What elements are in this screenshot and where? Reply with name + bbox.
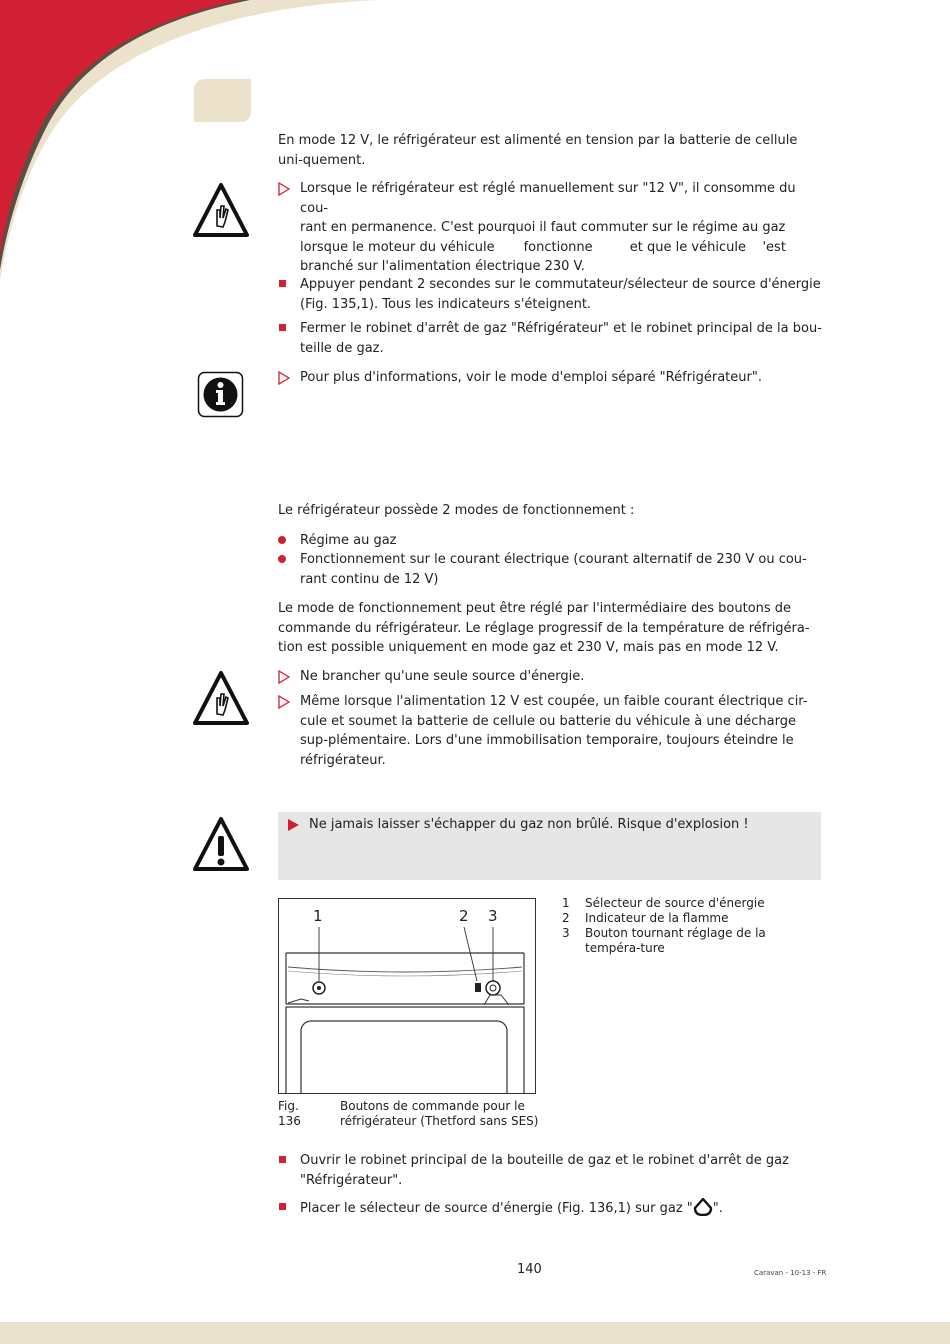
warning-text: Même lorsque l'alimentation 12 V est coupée, un faible courant électrique cir-cule et soumet la batterie de cellule ou batterie du véhicule à une décharge sup-plémentaire. Lors d'une immobilisation temporaire, toujours éteindre le réfrigérateur. <box>300 694 808 768</box>
figure-136-illustration <box>278 898 536 1094</box>
flame-icon <box>693 1198 713 1216</box>
danger-exclamation-icon <box>193 816 249 872</box>
mode-item <box>278 531 823 551</box>
warning-line-2: rant en permanence. C'est pourquoi il faut commuter sur le régime au gaz <box>300 220 786 235</box>
warning-list-item <box>278 667 823 687</box>
page-number: 140 <box>517 1262 542 1277</box>
chapter-tab <box>194 79 251 122</box>
square-bullet-icon <box>279 1203 286 1210</box>
info-icon <box>197 371 244 418</box>
callout-1: 1 <box>313 907 323 925</box>
legend-text: Bouton tournant réglage de la tempéra-ture <box>585 926 766 955</box>
warning-list-item <box>278 692 823 770</box>
warning-list-item <box>278 179 823 277</box>
danger-text: Ne jamais laisser s'échapper du gaz non brûlé. Risque d'explosion ! <box>309 817 749 832</box>
footer-band <box>0 1322 950 1344</box>
legend-text: Sélecteur de source d'énergie <box>585 896 765 910</box>
info-list-item <box>278 368 823 388</box>
square-bullet-icon <box>279 324 286 331</box>
warning-line-1: Lorsque le réfrigérateur est réglé manuellement sur "12 V", il consomme du cou- <box>300 181 796 216</box>
filled-triangle-bullet-icon <box>288 819 299 831</box>
warning-hand-icon <box>193 670 249 726</box>
warning-text: Ne brancher qu'une seule source d'énergie. <box>300 669 585 684</box>
legend-number: 2 <box>562 911 570 925</box>
step-item <box>278 1198 823 1219</box>
triangle-bullet-icon <box>278 371 290 385</box>
figure-caption-text: Boutons de commande pour le réfrigérateur (Thetford sans SES) <box>340 1099 539 1128</box>
warning-hand-icon <box>193 182 249 238</box>
legend-number: 1 <box>562 896 570 910</box>
step-text-wrap <box>300 1198 823 1219</box>
triangle-bullet-icon <box>278 695 290 709</box>
info-text: Pour plus d'informations, voir le mode d'emploi séparé "Réfrigérateur". <box>300 370 762 385</box>
step-text: Appuyer pendant 2 secondes sur le commutateur/sélecteur de source d'énergie (Fig. 135,1). Tous les indicateurs s'éteignent. <box>300 277 821 312</box>
legend-text: Indicateur de la flamme <box>585 911 729 925</box>
step-text-end: ". <box>712 1201 723 1216</box>
mode-item <box>278 550 823 589</box>
square-bullet-icon <box>279 1156 286 1163</box>
section1-intro: En mode 12 V, le réfrigérateur est alimenté en tension par la batterie de cellule uni-quement. <box>278 133 798 168</box>
callout-2: 2 <box>459 907 469 925</box>
legend-number: 3 <box>562 926 570 940</box>
round-bullet-icon <box>278 555 286 563</box>
step-text: Fermer le robinet d'arrêt de gaz "Réfrigérateur" et le robinet principal de la bou-teille de gaz. <box>300 321 822 356</box>
square-bullet-icon <box>279 280 286 287</box>
step-item <box>278 275 823 314</box>
triangle-bullet-icon <box>278 182 290 196</box>
step-item <box>278 1151 823 1190</box>
step-text: Ouvrir le robinet principal de la bouteille de gaz et le robinet d'arrêt de gaz "Réfrigérateur". <box>300 1153 789 1188</box>
section2-paragraph: Le mode de fonctionnement peut être réglé par l'intermédiaire des boutons de commande du réfrigérateur. Le réglage progressif de la température de réfrigéra-tion est possible uniquement en mode gaz et 230 V, mais pas en mode 12 V. <box>278 601 810 655</box>
triangle-bullet-icon <box>278 670 290 684</box>
round-bullet-icon <box>278 536 286 544</box>
warning-line-3: lorsque le moteur du véhicule fonctionne et que le véhicule 'est <box>300 239 786 255</box>
step-text: Placer le sélecteur de source d'énergie (Fig. 136,1) sur gaz " <box>300 1201 693 1216</box>
mode-text: Fonctionnement sur le courant électrique (courant alternatif de 230 V ou cou-rant continu de 12 V) <box>300 552 807 587</box>
legend-item <box>562 911 824 926</box>
mode-text: Régime au gaz <box>300 533 397 548</box>
step-item <box>278 319 823 358</box>
legend-item <box>562 926 824 956</box>
document-reference: Caravan - 10-13 - FR <box>754 1269 827 1277</box>
section2-intro: Le réfrigérateur possède 2 modes de fonctionnement : <box>278 503 635 518</box>
figure-label: Fig. 136 <box>278 1099 301 1128</box>
legend-item <box>562 896 824 911</box>
callout-3: 3 <box>488 907 498 925</box>
warning-line-4: branché sur l'alimentation électrique 230 V. <box>300 259 585 274</box>
danger-notice-box <box>278 812 821 880</box>
